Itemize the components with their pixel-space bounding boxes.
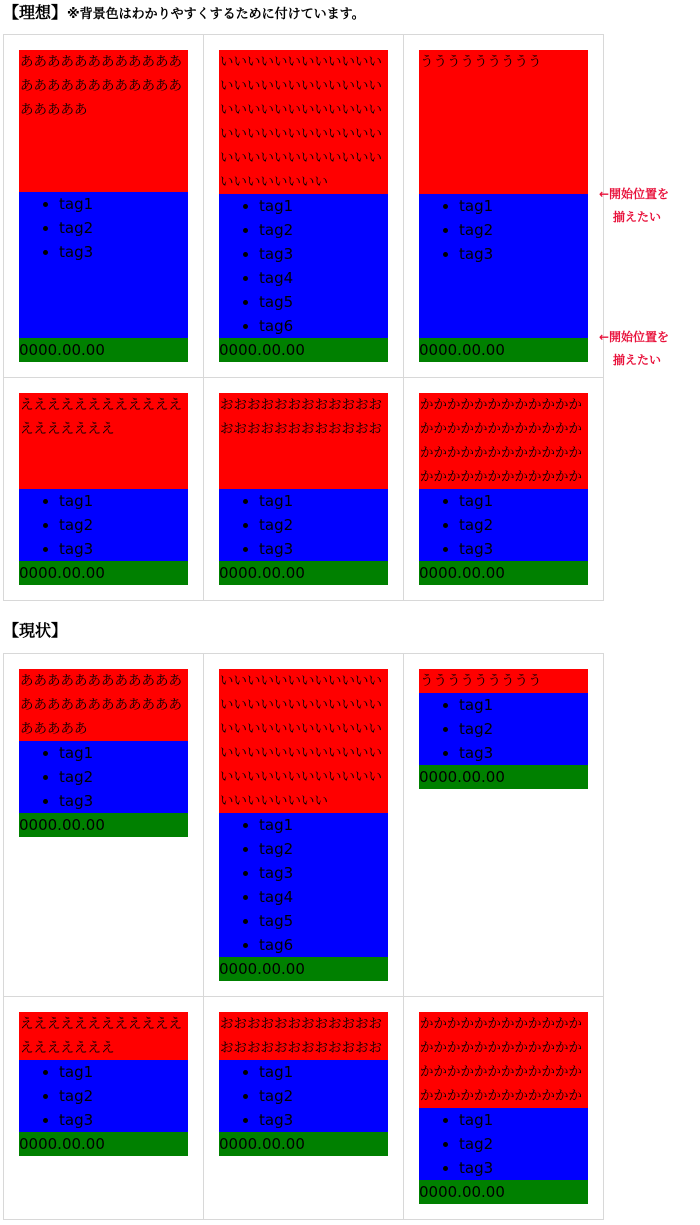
current-row	[4, 654, 604, 997]
card	[19, 50, 188, 362]
tag-item: • tag3	[59, 537, 188, 561]
card	[419, 50, 588, 362]
tag-item: • tag1	[59, 489, 188, 513]
tag-item: • tag1	[459, 693, 588, 717]
tag-item: • tag2	[59, 765, 188, 789]
tag-item: • tag4	[259, 266, 388, 290]
tag-item: • tag3	[459, 537, 588, 561]
tag-item: • tag3	[259, 242, 388, 266]
card	[419, 1012, 588, 1204]
tag-list	[19, 192, 188, 338]
card-text: あああああああああああああああああああああああああああああ	[19, 669, 188, 741]
card-text: ううううううううう	[419, 669, 588, 693]
ideal-heading	[3, 0, 365, 23]
tag-list	[419, 1108, 588, 1180]
ideal-cell	[404, 378, 604, 601]
tag-item: • tag2	[259, 1084, 388, 1108]
current-row	[4, 997, 604, 1220]
background-color-note: ※背景色はわかりやすくするために付けています。	[67, 7, 365, 22]
tag-item: • tag2	[459, 513, 588, 537]
tag-list	[419, 194, 588, 338]
tag-item: • tag1	[459, 1108, 588, 1132]
tag-list	[219, 489, 388, 561]
tag-item: • tag3	[459, 1156, 588, 1180]
annotation-top	[599, 183, 699, 229]
card-date: 0000.00.00	[419, 1180, 588, 1204]
card-date: 0000.00.00	[19, 1132, 188, 1156]
card-date: 0000.00.00	[419, 561, 588, 585]
card	[219, 50, 388, 362]
tag-item: • tag1	[259, 1060, 388, 1084]
card-date: 0000.00.00	[219, 561, 388, 585]
card-date: 0000.00.00	[219, 338, 388, 362]
annotation-top-line2: 揃えたい	[613, 210, 662, 224]
tag-list	[219, 813, 388, 957]
tag-list	[19, 741, 188, 813]
card-date: 0000.00.00	[419, 765, 588, 789]
tag-item: • tag6	[259, 314, 388, 338]
current-cell	[204, 997, 404, 1220]
ideal-row	[4, 35, 604, 378]
card-text: いいいいいいいいいいいいいいいいいいいいいいいいいいいいいいいいいいいいいいいいいいいいいいいいいいいいいいいいいいいいいいいいいいいい	[219, 50, 388, 194]
card-text: かかかかかかかかかかかかかかかかかかかかかかかかかかかかかかかかかかかかかかかかかかかかかかかか	[419, 1012, 588, 1108]
tag-list	[219, 1060, 388, 1132]
tag-item: • tag1	[59, 741, 188, 765]
tag-item: • tag1	[259, 489, 388, 513]
tag-item: • tag5	[259, 909, 388, 933]
ideal-cell	[4, 378, 204, 601]
tag-item: • tag2	[459, 717, 588, 741]
card-date: 0000.00.00	[19, 813, 188, 837]
tag-item: • tag3	[459, 741, 588, 765]
current-cell	[204, 654, 404, 997]
tag-list	[219, 194, 388, 338]
tag-item: • tag5	[259, 290, 388, 314]
card-text: あああああああああああああああああああああああああああああ	[19, 50, 188, 192]
tag-item: • tag3	[59, 240, 188, 264]
current-cell	[404, 654, 604, 997]
tag-item: • tag1	[259, 813, 388, 837]
tag-item: • tag1	[459, 194, 588, 218]
card-text: いいいいいいいいいいいいいいいいいいいいいいいいいいいいいいいいいいいいいいいいいいいいいいいいいいいいいいいいいいいいいいいいいいいい	[219, 669, 388, 813]
tag-item: • tag3	[59, 1108, 188, 1132]
card-text: ううううううううう	[419, 50, 588, 194]
ideal-cell	[204, 378, 404, 601]
annotation-bottom-line1: ←開始位置を	[599, 330, 670, 344]
ideal-cell	[4, 35, 204, 378]
tag-item: • tag3	[459, 242, 588, 266]
current-grid	[3, 653, 604, 1220]
tag-item: • tag3	[259, 861, 388, 885]
card-text: おおおおおおおおおおおおおおおおおおおおおおおお	[219, 1012, 388, 1060]
ideal-cell	[204, 35, 404, 378]
card-date: 0000.00.00	[219, 957, 388, 981]
card	[19, 393, 188, 585]
ideal-grid	[3, 34, 604, 601]
card	[419, 669, 588, 789]
card-text: おおおおおおおおおおおおおおおおおおおおおおおお	[219, 393, 388, 489]
tag-item: • tag2	[59, 513, 188, 537]
tag-item: • tag2	[59, 1084, 188, 1108]
ideal-cell	[404, 35, 604, 378]
tag-item: • tag1	[59, 192, 188, 216]
tag-item: • tag2	[259, 218, 388, 242]
tag-list	[419, 693, 588, 765]
card	[419, 393, 588, 585]
card	[219, 393, 388, 585]
tag-item: • tag1	[459, 489, 588, 513]
tag-item: • tag2	[59, 216, 188, 240]
tag-item: • tag2	[259, 837, 388, 861]
tag-item: • tag6	[259, 933, 388, 957]
card-date: 0000.00.00	[19, 561, 188, 585]
tag-item: • tag1	[59, 1060, 188, 1084]
ideal-row	[4, 378, 604, 601]
current-cell	[404, 997, 604, 1220]
card	[19, 669, 188, 837]
card-date: 0000.00.00	[419, 338, 588, 362]
tag-item: • tag2	[259, 513, 388, 537]
tag-item: • tag3	[259, 537, 388, 561]
card-date: 0000.00.00	[19, 338, 188, 362]
annotation-top-line1: ←開始位置を	[599, 187, 670, 201]
tag-list	[19, 1060, 188, 1132]
card-text: えええええええええええええええええええ	[19, 393, 188, 489]
tag-item: • tag3	[59, 789, 188, 813]
current-heading	[3, 618, 67, 641]
current-heading-label: 【現状】	[3, 621, 68, 640]
tag-list	[419, 489, 588, 561]
annotation-bottom-line2: 揃えたい	[613, 353, 662, 367]
card-text: えええええええええええええええええええ	[19, 1012, 188, 1060]
tag-item: • tag1	[259, 194, 388, 218]
annotation-bottom	[599, 326, 699, 372]
card-date: 0000.00.00	[219, 1132, 388, 1156]
tag-item: • tag3	[259, 1108, 388, 1132]
tag-item: • tag2	[459, 218, 588, 242]
card-text: かかかかかかかかかかかかかかかかかかかかかかかかかかかかかかかかかかかかかかかかかかかかかかかか	[419, 393, 588, 489]
ideal-heading-label: 【理想】	[3, 3, 68, 22]
tag-list	[19, 489, 188, 561]
tag-item: • tag4	[259, 885, 388, 909]
card	[219, 669, 388, 981]
card	[219, 1012, 388, 1156]
current-cell	[4, 997, 204, 1220]
current-cell	[4, 654, 204, 997]
tag-item: • tag2	[459, 1132, 588, 1156]
card	[19, 1012, 188, 1156]
